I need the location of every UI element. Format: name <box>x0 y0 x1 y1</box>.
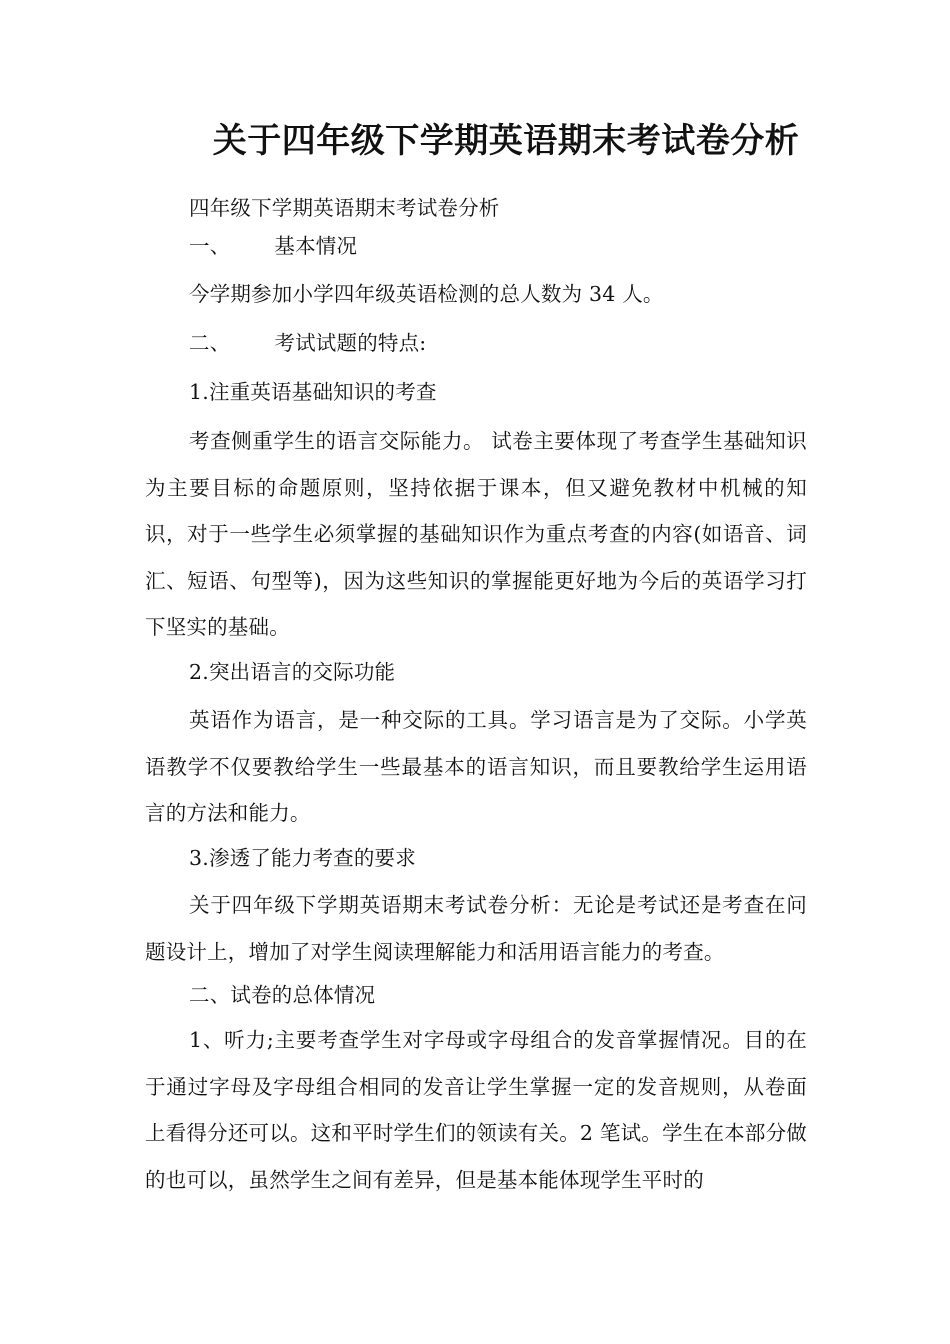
document-title: 关于四年级下学期英语期末考试卷分析 <box>212 121 800 161</box>
section-label: 考试试题的特点: <box>274 331 427 355</box>
section-number: 一、 <box>189 234 231 258</box>
basic-info-paragraph: 今学期参加小学四年级英语检测的总人数为 34 人。 <box>189 282 664 306</box>
point-heading-3: 3.渗透了能力考查的要求 <box>189 846 416 870</box>
section-label: 基本情况 <box>274 234 358 258</box>
point-heading-1: 1.注重英语基础知识的考查 <box>189 380 437 404</box>
section-heading-overall: 二、试卷的总体情况 <box>189 983 376 1007</box>
section-number: 二、 <box>189 331 231 355</box>
point-paragraph-2: 英语作为语言，是一种交际的工具。学习语言是为了交际。小学英语教学不仅要教给学生一些最基本的语言知识，而且要教给学生运用语言的方法和能力。 <box>145 708 807 825</box>
overall-paragraph: 1、听力;主要考查学生对字母或字母组合的发音掌握情况。目的在于通过字母及字母组合相同的发音让学生掌握一定的发音规则，从卷面上看得分还可以。这和平时学生们的领读有关。2 笔试。学生在本部分做的也可以，虽然学生之间有差异，但是基本能体现学生平时的 <box>145 1028 807 1192</box>
section-heading-features <box>145 320 807 367</box>
point-paragraph-3: 关于四年级下学期英语期末考试卷分析：无论是考试还是考查在问题设计上，增加了对学生阅读理解能力和活用语言能力的考查。 <box>145 893 807 964</box>
point-heading-2: 2.突出语言的交际功能 <box>189 660 396 684</box>
subtitle-paragraph: 四年级下学期英语期末考试卷分析 <box>189 196 500 220</box>
point-paragraph-1: 考查侧重学生的语言交际能力。 试卷主要体现了考查学生基础知识为主要目标的命题原则，坚持依据于课本，但又避免教材中机械的知识，对于一些学生必须掌握的基础知识作为重点考查的内容(如语音、词汇、短语、句型等)，因为这些知识的掌握能更好地为今后的英语学习打下坚实的基础。 <box>145 429 807 639</box>
section-heading-basic <box>145 223 807 270</box>
